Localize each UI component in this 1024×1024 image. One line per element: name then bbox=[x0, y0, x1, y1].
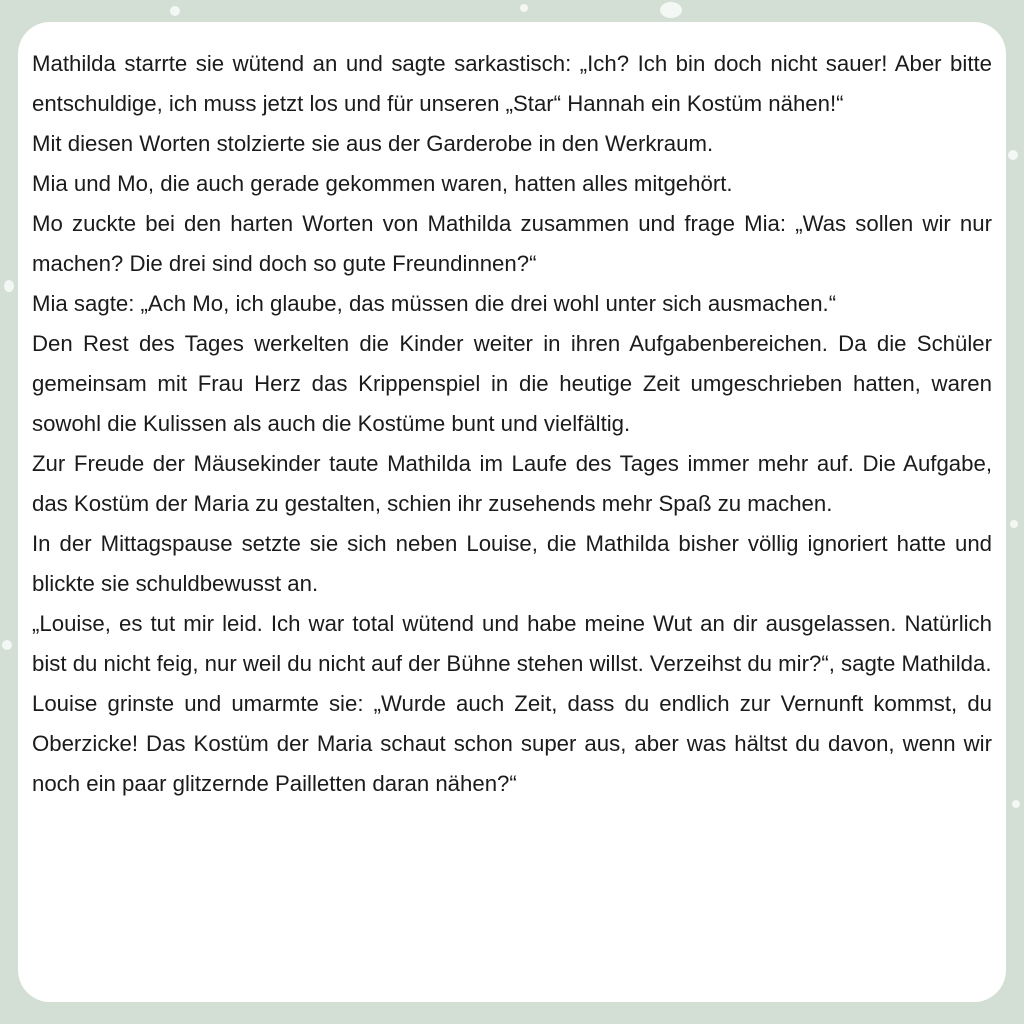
decorative-dot bbox=[2, 640, 12, 650]
paragraph-7: Zur Freude der Mäusekinder taute Mathilda im Laufe des Tages immer mehr auf. Die Aufgabe, das Kostüm der Maria zu gestalten, schien ihr zusehends mehr Spaß zu machen. bbox=[32, 451, 992, 516]
paragraph-4: Mo zuckte bei den harten Worten von Mathilda zusammen und frage Mia: „Was sollen wir nur machen? Die drei sind doch so gute Freundinnen?“ bbox=[32, 211, 992, 276]
paragraph-3: Mia und Mo, die auch gerade gekommen waren, hatten alles mitgehört. bbox=[32, 171, 733, 196]
paragraph-2: Mit diesen Worten stolzierte sie aus der Garderobe in den Werkraum. bbox=[32, 131, 714, 156]
decorative-dot bbox=[170, 6, 180, 16]
decorative-dot bbox=[1012, 800, 1020, 808]
paragraph-1: Mathilda starrte sie wütend an und sagte sarkastisch: „Ich? Ich bin doch nicht sauer! Aber bitte entschuldige, ich muss jetzt los und für unseren „Star“ Hannah ein Kostüm nähen!“ bbox=[32, 51, 992, 116]
paragraph-6: Den Rest des Tages werkelten die Kinder weiter in ihren Aufgabenbereichen. Da die Schüler gemeinsam mit Frau Herz das Krippenspiel in die heutige Zeit umgeschrieben hatten, waren sowohl die Kulissen als auch die Kostüme bunt und vielfältig. bbox=[32, 331, 992, 436]
decorative-dot bbox=[1010, 520, 1018, 528]
paragraph-8: In der Mittagspause setzte sie sich neben Louise, die Mathilda bisher völlig ignoriert hatte und blickte sie schuldbewusst an. bbox=[32, 531, 992, 596]
paragraph-9: „Louise, es tut mir leid. Ich war total wütend und habe meine Wut an dir ausgelassen. Natürlich bist du nicht feig, nur weil du nicht auf der Bühne stehen willst. Verzeihst du mir?“, sagte Mathilda. bbox=[32, 611, 992, 676]
decorative-dot bbox=[520, 4, 528, 12]
text-card bbox=[18, 22, 1006, 1002]
paragraph-5: Mia sagte: „Ach Mo, ich glaube, das müssen die drei wohl unter sich ausmachen.“ bbox=[32, 291, 837, 316]
paragraph-10: Louise grinste und umarmte sie: „Wurde auch Zeit, dass du endlich zur Vernunft kommst, du Oberzicke! Das Kostüm der Maria schaut schon super aus, aber was hältst du davon, wenn wir noch ein paar glitzernde Pailletten daran nähen?“ bbox=[32, 691, 992, 796]
decorative-dot bbox=[660, 2, 682, 18]
decorative-dot bbox=[4, 280, 14, 292]
decorative-dot bbox=[1008, 150, 1018, 160]
